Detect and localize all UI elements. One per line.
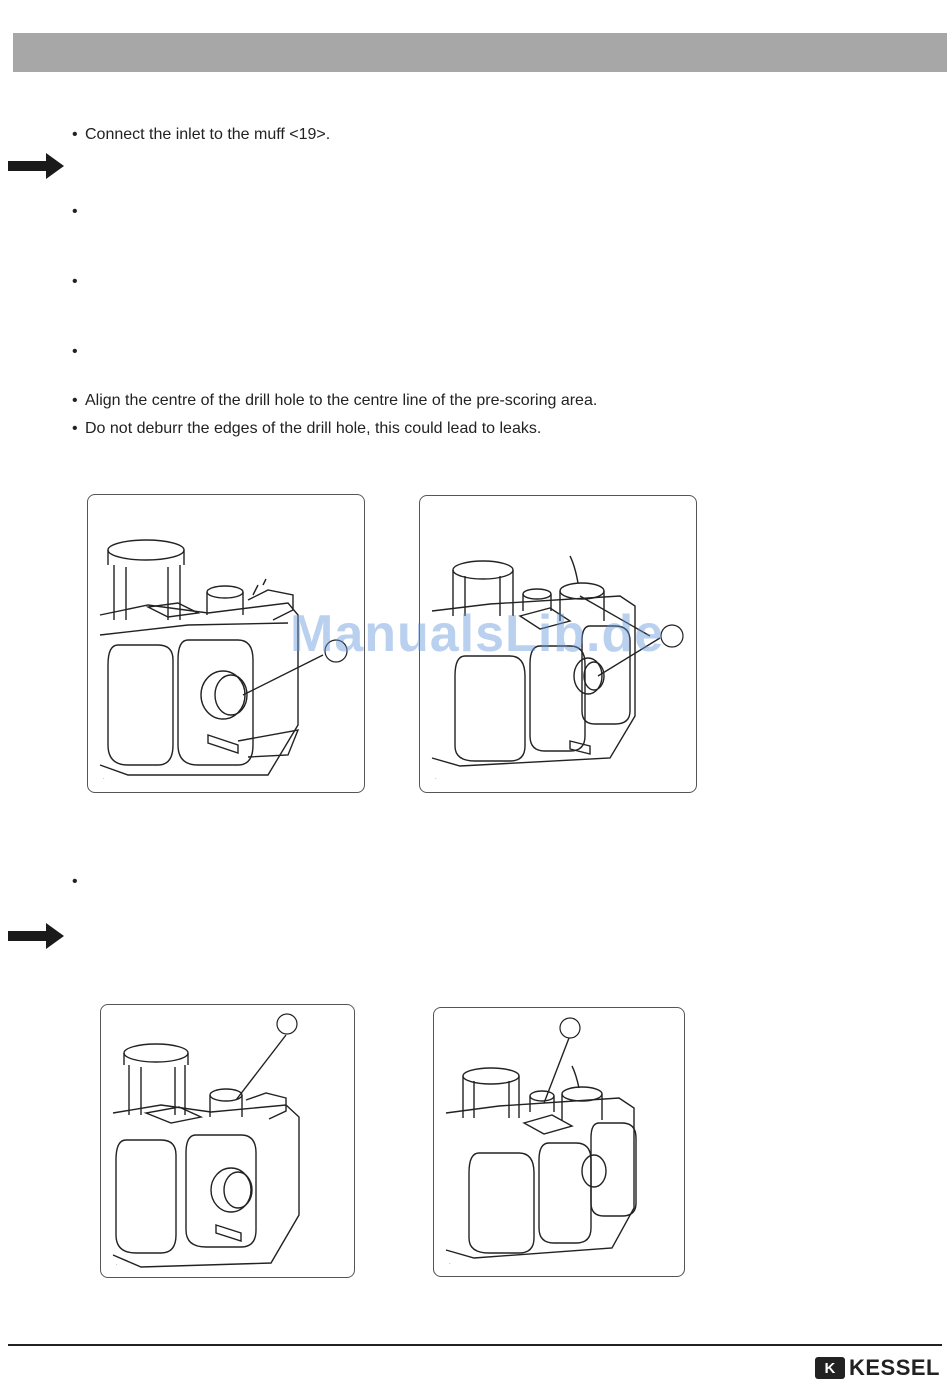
bullet-no-deburr [72, 419, 541, 439]
instruction-align-centre: Align the centre of the drill hole to the centre line of the pre-scoring area. [85, 392, 598, 409]
bullet-dot: • [72, 392, 78, 409]
bullet-dot: • [72, 873, 78, 890]
footer-rule [8, 1344, 942, 1346]
arrow-right-icon [8, 153, 64, 179]
bullet-empty-4 [72, 872, 85, 892]
arrow-right-icon [8, 923, 64, 949]
kessel-logo-text: KESSEL [848, 1355, 940, 1380]
bullet-dot: • [72, 420, 78, 437]
bullet-dot: • [72, 203, 78, 220]
bullet-empty-1 [72, 202, 85, 222]
bullet-connect-inlet [72, 125, 330, 145]
bullet-dot: • [72, 273, 78, 290]
figure-mark: · [435, 776, 437, 782]
tank-illustration [101, 1005, 354, 1277]
figure-tank-top-inlet-1 [100, 1004, 355, 1278]
figure-tank-top-inlet-2 [433, 1007, 685, 1277]
bullet-empty-3 [72, 342, 85, 362]
bullet-empty-2 [72, 272, 85, 292]
watermark: ManualsLib.de [290, 605, 665, 663]
bullet-dot: • [72, 343, 78, 360]
figure-mark: · [449, 1261, 451, 1267]
figure-mark: · [116, 1262, 118, 1268]
kessel-logo-icon: K [815, 1357, 845, 1379]
tank-illustration [434, 1008, 684, 1276]
header-bar [13, 33, 947, 72]
bullet-dot: • [72, 126, 78, 143]
kessel-logo [815, 1355, 940, 1381]
instruction-no-deburr: Do not deburr the edges of the drill hole, this could lead to leaks. [85, 420, 542, 437]
instruction-connect-inlet: Connect the inlet to the muff <19>. [85, 126, 331, 143]
bullet-align-centre [72, 391, 597, 411]
figure-mark: · [103, 776, 105, 782]
